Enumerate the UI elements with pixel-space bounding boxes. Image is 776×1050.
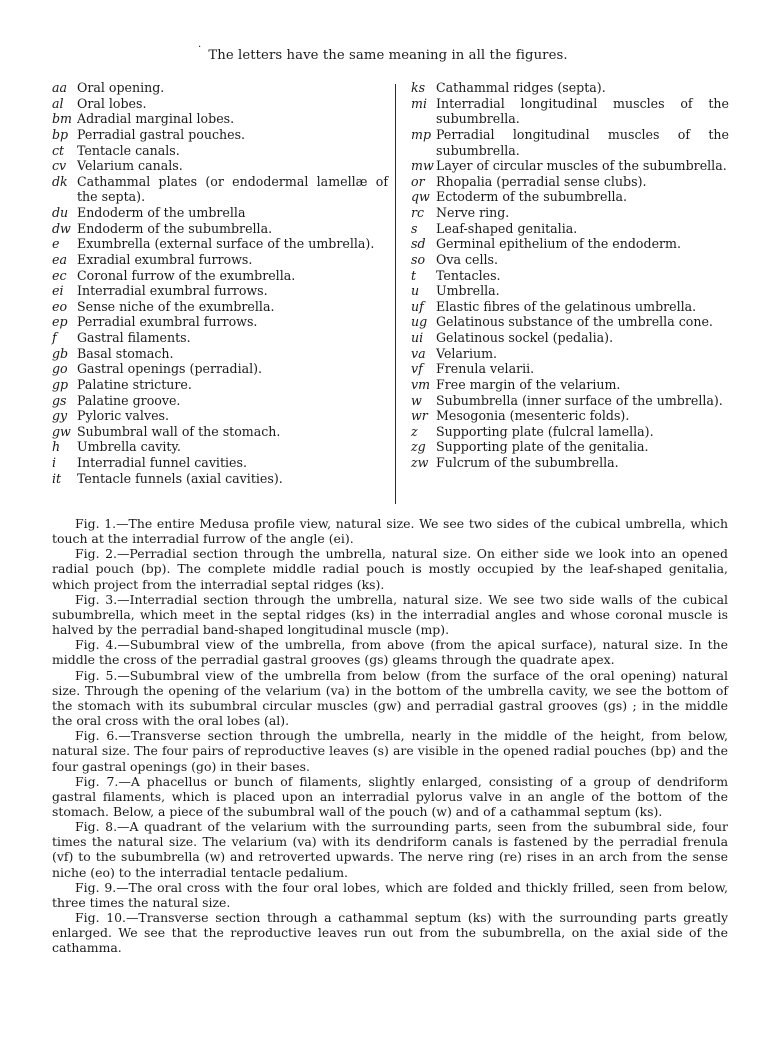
legend-description: Endoderm of the subumbrella. <box>77 220 273 236</box>
figure-caption: Fig. 4.—Subumbral view of the umbrella, from above (from the apical surface), natural size. In the middle the cross of the perradial gastral grooves (gs) gleams through the quadrate apex. <box>52 637 728 668</box>
legend-abbreviation: e <box>52 236 60 252</box>
legend-description: Tentacle canals. <box>77 142 180 158</box>
legend-description: Fulcrum of the subumbrella. <box>436 455 619 470</box>
legend-entry <box>52 236 388 252</box>
legend-entry <box>52 377 388 393</box>
legend-abbreviation: go <box>52 361 68 377</box>
legend-description: Endoderm of the umbrella <box>77 205 246 220</box>
figure-caption: Fig. 1.—The entire Medusa profile view, natural size. We see two sides of the cubical umbrella, which touch at the interradial furrow of the angle (ei). <box>52 516 728 547</box>
legend-description: Cathammal plates (or endodermal lamellæ of the septa). <box>77 173 388 205</box>
figure-caption: Fig. 2.—Perradial section through the umbrella, natural size. On either side we look into an opened radial pouch (bp). The complete middle radial pouch is mostly occupied by the leaf-shaped genitalia, which project from the interradial septal ridges (ks). <box>52 546 728 592</box>
legend-abbreviation: gs <box>52 392 67 408</box>
legend-description: Supporting plate of the genitalia. <box>436 439 649 455</box>
legend-abbreviation: ei <box>52 283 64 299</box>
legend-abbreviation: u <box>411 283 420 299</box>
legend-abbreviation: wr <box>411 408 428 424</box>
legend-abbreviation: uf <box>411 298 424 314</box>
figure-caption: Fig. 3.—Interradial section through the umbrella, natural size. We see two side walls of the cubical subumbrella, which meet in the septal ridges (ks) in the interradial angles and whose coronal muscle is halved by the perradial band-shaped longitudinal muscle (mp). <box>52 591 728 638</box>
legend-entry <box>411 127 729 158</box>
legend-entry <box>52 424 388 440</box>
legend-entry <box>411 236 729 252</box>
legend-entry <box>411 283 729 299</box>
legend-entry <box>411 299 729 315</box>
legend-right-column <box>411 80 729 471</box>
legend-abbreviation: ct <box>52 142 65 158</box>
legend-entry <box>411 80 729 96</box>
legend-abbreviation: sd <box>411 236 426 252</box>
page-mark: · <box>198 42 202 53</box>
figure-caption: Fig. 8.—A quadrant of the velarium with the surrounding parts, seen from the subumbral side, four times the natural size. The velarium (va) with its dendriform canals is fastened by the perradial frenula (vf) to the subumbrella (w) and retroverted upwards. The nerve ring (re) rises in an arch from the sense niche (eo) to the interradial tentacle pedalium. <box>52 819 728 880</box>
legend-abbreviation: gw <box>52 423 71 439</box>
legend-abbreviation: gb <box>52 345 69 361</box>
legend-description: Subumbrella (inner surface of the umbrella). <box>436 392 723 408</box>
legend-entry <box>411 314 729 330</box>
legend-abbreviation: al <box>52 95 64 111</box>
legend-abbreviation: ui <box>411 330 424 345</box>
legend-entry <box>52 143 388 159</box>
legend-description: Perradial gastral pouches. <box>77 126 246 142</box>
legend-entry <box>411 424 729 440</box>
legend-description: Layer of circular muscles of the subumbrella. <box>436 158 727 174</box>
legend-description: Frenula velarii. <box>436 361 535 377</box>
legend-abbreviation: rc <box>411 205 425 220</box>
legend-description: Tentacle funnels (axial cavities). <box>77 470 283 486</box>
legend-abbreviation: gy <box>52 408 68 424</box>
legend-abbreviation: mp <box>411 126 432 142</box>
legend-entry <box>411 393 729 409</box>
legend-description: Supporting plate (fulcral lamella). <box>436 423 654 439</box>
legend-description: Interradial exumbral furrows. <box>77 283 268 299</box>
legend-description: Gastral filaments. <box>77 330 191 345</box>
legend-abbreviation: zg <box>411 439 426 455</box>
legend-description: Basal stomach. <box>77 345 174 361</box>
legend-description: Perradial longitudinal muscles of the subumbrella. <box>436 126 729 158</box>
legend-abbreviation: aa <box>52 80 68 95</box>
legend-abbreviation: gp <box>52 376 69 392</box>
legend-entry <box>52 174 388 205</box>
legend-description: Free margin of the velarium. <box>436 376 621 392</box>
legend-entry <box>52 393 388 409</box>
legend-description: Cathammal ridges (septa). <box>436 80 606 95</box>
legend-description: Subumbral wall of the stomach. <box>77 423 281 439</box>
legend-description: Exradial exumbral furrows. <box>77 251 253 267</box>
legend-abbreviation: it <box>52 470 62 486</box>
legend-abbreviation: bp <box>52 126 69 142</box>
legend-entry <box>411 439 729 455</box>
legend-description: Elastic fibres of the gelatinous umbrella. <box>436 298 697 314</box>
legend-description: Oral opening. <box>77 80 165 95</box>
legend-description: Palatine stricture. <box>77 376 192 392</box>
legend-description: Velarium canals. <box>77 158 183 174</box>
legend-description: Coronal furrow of the exumbrella. <box>77 267 296 283</box>
legend-abbreviation: zw <box>411 455 429 470</box>
legend-description: Ectoderm of the subumbrella. <box>436 189 628 205</box>
legend-description: Sense niche of the exumbrella. <box>77 298 275 314</box>
legend-description: Interradial funnel cavities. <box>77 455 247 470</box>
legend-description: Velarium. <box>436 345 498 361</box>
legend-description: Perradial exumbral furrows. <box>77 314 258 330</box>
legend-abbreviation: mw <box>411 158 434 174</box>
legend-entry <box>52 158 388 174</box>
legend-abbreviation: s <box>411 220 418 236</box>
legend-description: Oral lobes. <box>77 95 147 111</box>
legend-abbreviation: f <box>52 330 57 345</box>
legend-entry <box>52 283 388 299</box>
legend-entry <box>411 252 729 268</box>
legend-entry <box>52 96 388 112</box>
legend-entry <box>52 299 388 315</box>
legend-description: Leaf-shaped genitalia. <box>436 220 578 236</box>
legend-abbreviation: vm <box>411 376 431 392</box>
legend-entry <box>411 221 729 237</box>
figure-caption: Fig. 7.—A phacellus or bunch of filaments, slightly enlarged, consisting of a group of dendriform gastral filaments, which is placed upon an interradial pylorus valve in an angle of the bottom of the stomach. Below, a piece of the subumbral wall of the pouch (w) and of a cathammal septum (ks). <box>52 773 728 819</box>
legend-entry <box>52 346 388 362</box>
legend-description: Germinal epithelium of the endoderm. <box>436 236 681 252</box>
legend-abbreviation: mi <box>411 95 427 111</box>
legend-entry <box>411 96 729 127</box>
legend-entry <box>411 189 729 205</box>
legend-entry <box>411 174 729 190</box>
legend-abbreviation: dw <box>52 220 71 236</box>
legend-abbreviation: vf <box>411 361 423 377</box>
legend-description: Rhopalia (perradial sense clubs). <box>436 173 647 189</box>
legend-entry <box>411 377 729 393</box>
legend-description: Mesogonia (mesenteric folds). <box>436 408 630 424</box>
legend-description: Gastral openings (perradial). <box>77 361 263 377</box>
figure-captions <box>52 516 728 956</box>
legend-abbreviation: i <box>52 455 57 470</box>
legend-abbreviation: cv <box>52 158 67 174</box>
legend-description: Gelatinous sockel (pedalia). <box>436 330 614 345</box>
legend-entry <box>411 455 729 471</box>
legend-entry <box>52 268 388 284</box>
legend-abbreviation: h <box>52 439 61 455</box>
legend-abbreviation: ks <box>411 80 426 95</box>
legend-description: Pyloric valves. <box>77 408 169 424</box>
legend-abbreviation: va <box>411 345 426 361</box>
legend-abbreviation: eo <box>52 298 68 314</box>
legend-abbreviation: t <box>411 267 417 283</box>
legend-description: Nerve ring. <box>436 205 510 220</box>
figure-caption: Fig. 5.—Subumbral view of the umbrella from below (from the surface of the oral opening) natural size. Through the opening of the velarium (va) in the bottom of the umbrella cavity, we see the bottom of the stomach with its subumbral circular muscles (gw) and perradial gastral grooves (gs) ; in the middle the oral cross with the oral lobes (al). <box>52 667 728 729</box>
legend-entry <box>411 158 729 174</box>
column-divider <box>395 84 396 504</box>
legend-description: Umbrella cavity. <box>77 439 181 455</box>
legend-entry <box>52 361 388 377</box>
figure-caption: Fig. 9.—The oral cross with the four oral lobes, which are folded and thickly frilled, seen from below, three times the natural size. <box>52 879 728 910</box>
legend-entry <box>52 221 388 237</box>
legend-entry <box>411 205 729 221</box>
legend-description: Adradial marginal lobes. <box>77 111 235 127</box>
legend-description: Umbrella. <box>436 283 500 299</box>
legend-description: Interradial longitudinal muscles of the subumbrella. <box>436 95 729 127</box>
legend-description: Palatine groove. <box>77 392 181 408</box>
legend-abbreviation: qw <box>411 189 430 205</box>
figure-caption: Fig. 6.—Transverse section through the umbrella, nearly in the middle of the height, from below, natural size. The four pairs of reproductive leaves (s) are visible in the opened radial pouches (bp) and the four gastral openings (go) in their bases. <box>52 728 728 774</box>
legend-abbreviation: dk <box>52 173 68 189</box>
legend-abbreviation: or <box>411 173 425 189</box>
legend-entry <box>52 252 388 268</box>
legend-description: Gelatinous substance of the umbrella cone. <box>436 314 713 330</box>
legend-entry <box>52 80 388 96</box>
legend-entry <box>411 268 729 284</box>
legend-entry <box>52 455 388 471</box>
figure-caption: Fig. 10.—Transverse section through a cathammal septum (ks) with the surrounding parts greatly enlarged. We see that the reproductive leaves run out from the subumbrella, on the axial side of the cathamma. <box>52 910 728 956</box>
legend-entry <box>52 330 388 346</box>
legend-abbreviation: du <box>52 205 69 220</box>
legend-description: Ova cells. <box>436 251 498 267</box>
legend-left-column <box>52 80 388 486</box>
legend-entry <box>411 330 729 346</box>
legend-entry <box>52 127 388 143</box>
legend-description: Exumbrella (external surface of the umbrella). <box>77 236 375 252</box>
legend-description: Tentacles. <box>436 267 501 283</box>
legend-abbreviation: so <box>411 251 426 267</box>
legend-entry <box>411 361 729 377</box>
legend-heading: The letters have the same meaning in all the figures. <box>208 48 568 63</box>
legend-abbreviation: ep <box>52 314 68 330</box>
legend-entry <box>52 408 388 424</box>
legend-entry <box>52 111 388 127</box>
legend-abbreviation: ec <box>52 267 67 283</box>
legend-entry <box>411 408 729 424</box>
legend-entry <box>52 205 388 221</box>
legend-abbreviation: w <box>411 392 422 408</box>
legend-entry <box>411 346 729 362</box>
legend-abbreviation: ea <box>52 251 67 267</box>
legend-entry <box>52 471 388 487</box>
legend-entry <box>52 439 388 455</box>
legend-abbreviation: z <box>411 423 418 439</box>
legend-abbreviation: bm <box>52 111 73 127</box>
legend-entry <box>52 314 388 330</box>
legend-abbreviation: ug <box>411 314 428 330</box>
